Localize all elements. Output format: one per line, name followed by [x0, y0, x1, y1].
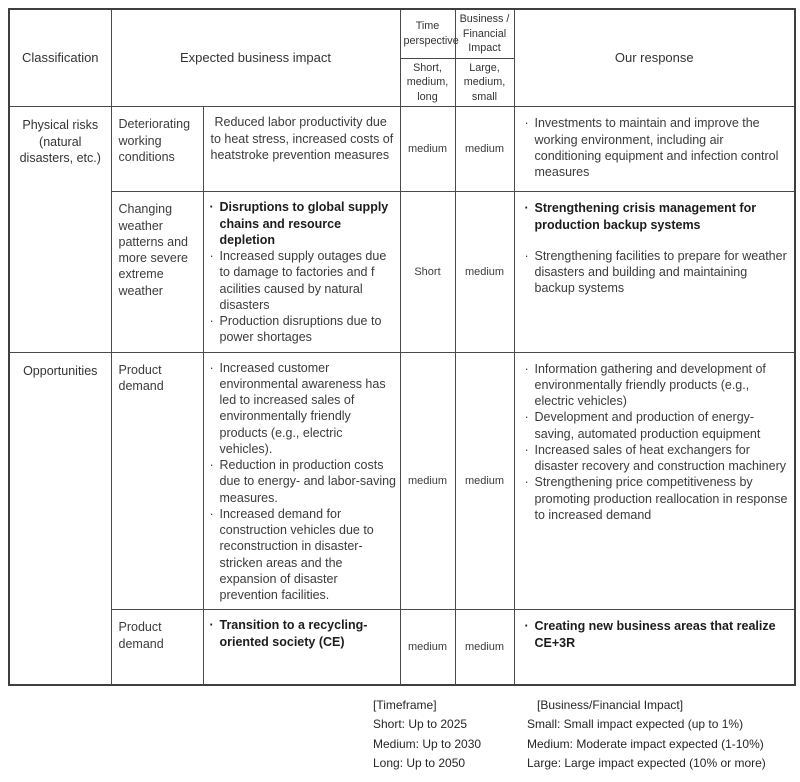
cell-time-row2: Short	[400, 192, 455, 352]
impact-item	[209, 457, 398, 506]
cell-response-row2	[514, 192, 795, 352]
bullet-icon: ·	[524, 248, 529, 263]
impact-text: Increased supply outages due to damage to factories and f acilities caused by natural disasters	[219, 249, 387, 312]
response-item	[524, 442, 789, 475]
impact-item	[209, 617, 398, 650]
legend-impact	[527, 696, 766, 774]
legend	[8, 696, 792, 774]
header-time-perspective: Time perspective	[400, 9, 455, 58]
response-text: Strengthening price competitiveness by promoting production reallocation in response to increased demand	[534, 475, 788, 522]
cell-impact-working-conditions	[203, 107, 400, 192]
cell-response-row3	[514, 352, 795, 610]
bullet-icon: ·	[524, 619, 529, 634]
response-item	[524, 618, 789, 651]
impact-text: Disruptions to global supply chains and resource depletion	[219, 200, 389, 247]
bullet-icon: ·	[524, 116, 529, 131]
header-financial-impact: Business / Financial Impact	[455, 9, 514, 58]
impact-text: Increased demand for construction vehicles due to reconstruction in disaster-stricken areas and the expansion of disaster prevention facilities.	[219, 506, 374, 603]
cell-category-product-demand-1: Product demand	[111, 352, 203, 610]
cell-time-row3: medium	[400, 352, 455, 610]
impact-text: Reduction in production costs due to energy- and labor-saving measures.	[219, 458, 397, 505]
header-classification: Classification	[9, 9, 111, 107]
impact-text: Increased customer environmental awareness has led to increased sales of environmentally friendly products (e.g., electric vehicles).	[219, 360, 386, 456]
cell-classification-opportunities: Opportunities	[9, 352, 111, 685]
cell-response-row4	[514, 610, 795, 685]
cell-financial-row4: medium	[455, 610, 514, 685]
legend-impact-title: [Business/Financial Impact]	[537, 697, 684, 712]
bullet-icon: ·	[209, 200, 214, 215]
legend-timeframe-line: Medium: Up to 2030	[373, 736, 482, 751]
impact-text: Transition to a recycling-oriented society (CE)	[219, 618, 368, 649]
bullet-icon: ·	[209, 618, 214, 633]
impact-item	[209, 248, 398, 313]
legend-timeframe	[373, 696, 527, 774]
header-expected-business-impact: Expected business impact	[111, 9, 400, 107]
response-text: Development and production of energy-saving, automated production equipment	[534, 410, 761, 441]
response-item	[524, 361, 789, 410]
response-text: Increased sales of heat exchangers for disaster recovery and construction machinery	[534, 442, 787, 474]
response-item	[524, 474, 789, 523]
bullet-icon: ·	[209, 506, 214, 521]
impact-text: Reduced labor productivity due to heat stress, increased costs of heatstroke prevention measures	[210, 115, 394, 162]
impact-item	[209, 313, 398, 346]
cell-impact-product-demand-2	[203, 610, 400, 685]
bullet-icon: ·	[209, 314, 214, 329]
legend-impact-line: Medium: Moderate impact expected (1-10%)	[527, 736, 764, 751]
bullet-icon: ·	[524, 410, 529, 425]
response-text: Information gathering and development of environmentally friendly products (e.g., electric vehicles)	[534, 361, 766, 409]
legend-timeframe-line: Long: Up to 2050	[373, 756, 466, 771]
bullet-icon: ·	[209, 458, 214, 473]
cell-financial-row2: medium	[455, 192, 514, 352]
header-financial-scale: Large, medium, small	[455, 58, 514, 107]
cell-impact-changing-weather	[203, 192, 400, 352]
response-item	[524, 248, 789, 297]
legend-timeframe-title: [Timeframe]	[373, 697, 437, 712]
legend-timeframe-line: Short: Up to 2025	[373, 717, 468, 732]
legend-impact-line: Small: Small impact expected (up to 1%)	[527, 717, 744, 732]
cell-financial-row3: medium	[455, 352, 514, 610]
cell-impact-product-demand-1	[203, 352, 400, 610]
cell-category-working-conditions: Deteriorating working conditions	[111, 107, 203, 192]
header-time-scale: Short, medium, long	[400, 58, 455, 107]
cell-classification-physical-risks: Physical risks (natural disasters, etc.)	[9, 107, 111, 352]
bullet-icon: ·	[524, 201, 529, 216]
bullet-icon: ·	[524, 475, 529, 490]
cell-time-row4: medium	[400, 610, 455, 685]
cell-category-product-demand-2: Product demand	[111, 610, 203, 685]
cell-category-changing-weather: Changing weather patterns and more severe extreme weather	[111, 192, 203, 352]
impact-text: Production disruptions due to power shortages	[219, 314, 382, 345]
response-item	[524, 200, 789, 233]
cell-response-row1	[514, 107, 795, 192]
impact-item	[209, 360, 398, 458]
response-text: Strengthening facilities to prepare for weather disasters and building and maintaining backup systems	[534, 248, 787, 296]
bullet-icon: ·	[209, 360, 214, 375]
cell-financial-row1: medium	[455, 107, 514, 192]
response-text: Strengthening crisis management for production backup systems	[534, 201, 757, 232]
bullet-icon: ·	[524, 442, 529, 457]
response-item	[524, 115, 789, 180]
bullet-icon: ·	[524, 361, 529, 376]
response-item	[524, 409, 789, 442]
header-our-response: Our response	[514, 9, 795, 107]
bullet-icon: ·	[209, 249, 214, 264]
impact-item	[209, 506, 398, 604]
climate-risk-table	[8, 8, 796, 686]
impact-item	[209, 199, 398, 248]
cell-time-row1: medium	[400, 107, 455, 192]
response-text: Creating new business areas that realize CE+3R	[534, 619, 776, 650]
legend-impact-line: Large: Large impact expected (10% or more)	[527, 756, 766, 771]
response-text: Investments to maintain and improve the working environment, including air conditioning equipment and infection control measures	[534, 116, 779, 180]
